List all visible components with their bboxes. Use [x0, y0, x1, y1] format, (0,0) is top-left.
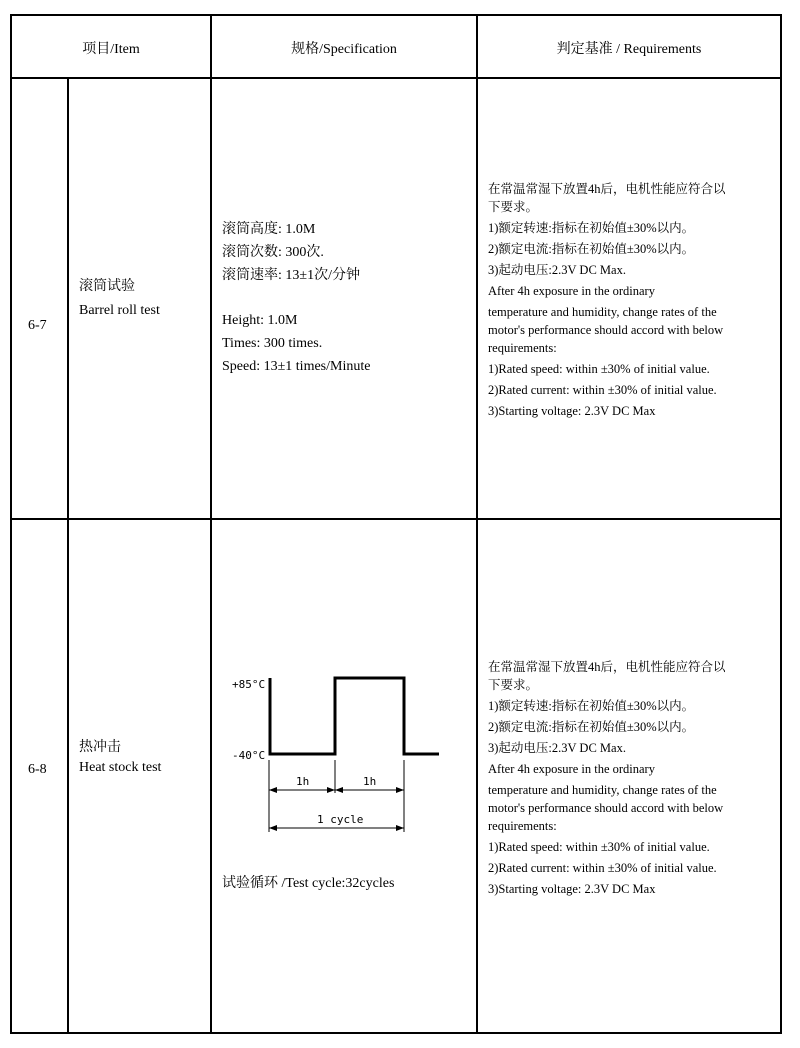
row-6-8-name-en: Heat stock test [79, 760, 162, 775]
table-border-bottom [10, 1032, 782, 1034]
spec-line: Speed: 13±1 times/Minute [222, 359, 371, 374]
spec-line: Times: 300 times. [222, 336, 323, 351]
diagram-arrowhead [335, 787, 343, 793]
req-line: 下要求。 [488, 678, 539, 692]
row-6-7-name-en: Barrel roll test [79, 303, 160, 318]
req-line: 3)起动电压:2.3V DC Max. [488, 263, 626, 277]
req-line: 3)起动电压:2.3V DC Max. [488, 741, 626, 755]
req-line: 1)额定转速:指标在初始值±30%以内。 [488, 221, 695, 235]
header-item: 项目/Item [82, 42, 140, 57]
req-line: 2)Rated current: within ±30% of initial value. [488, 861, 717, 875]
table-border-top [10, 14, 782, 16]
req-line: 下要求。 [488, 200, 539, 214]
thermal-cycle-diagram [222, 665, 452, 840]
req-line: motor's performance should accord with below [488, 323, 724, 337]
req-line: temperature and humidity, change rates of the [488, 783, 717, 797]
row-6-7-requirements [488, 180, 726, 420]
req-line: 在常温常湿下放置4h后，电机性能应符合以 [488, 182, 726, 196]
row-6-8-requirements [488, 658, 726, 898]
diagram-arrowhead [396, 825, 404, 831]
diagram-segment-label: 1h [296, 775, 310, 788]
header-specification: 规格/Specification [291, 42, 397, 57]
spec-line: 滚筒次数: 300次. [222, 245, 324, 260]
diagram-arrowhead [269, 825, 277, 831]
req-line: 2)额定电流:指标在初始值±30%以内。 [488, 720, 695, 734]
req-line: temperature and humidity, change rates of the [488, 305, 717, 319]
row-6-7-name [79, 277, 160, 321]
header-requirements: 判定基准 / Requirements [556, 42, 702, 57]
row-6-8-name [79, 738, 161, 778]
req-line: 3)Starting voltage: 2.3V DC Max [488, 404, 656, 418]
req-line: 在常温常湿下放置4h后，电机性能应符合以 [488, 660, 726, 674]
req-line: 1)Rated speed: within ±30% of initial value. [488, 840, 710, 854]
diagram-square-wave [270, 678, 439, 754]
spec-line: 滚筒高度: 1.0M [222, 222, 316, 237]
diagram-segment-label: 1h [363, 775, 377, 788]
req-line: After 4h exposure in the ordinary [488, 762, 655, 776]
diagram-arrowhead [396, 787, 404, 793]
row-6-8-name-cn: 热冲击 [79, 740, 121, 755]
req-line: 1)额定转速:指标在初始值±30%以内。 [488, 699, 695, 713]
diagram-arrowhead [327, 787, 335, 793]
header-divider [10, 77, 782, 79]
req-line: 1)Rated speed: within ±30% of initial value. [488, 362, 710, 376]
diagram-high-temp-label: +85°C [232, 678, 266, 691]
req-line: motor's performance should accord with below [488, 801, 724, 815]
spec-req-divider [476, 14, 478, 1034]
row-6-8-number: 6-8 [28, 762, 47, 777]
spec-line: 滚筒速率: 13±1次/分钟 [222, 268, 360, 283]
row-6-7-number: 6-7 [28, 318, 47, 333]
table-border-right [780, 14, 782, 1034]
row-divider [10, 518, 782, 520]
req-line: 3)Starting voltage: 2.3V DC Max [488, 882, 656, 896]
diagram-cycle-label: 1 cycle [317, 813, 364, 826]
row-6-7-name-cn: 滚筒试验 [79, 279, 135, 294]
row-6-8-test-cycle: 试验循环 /Test cycle:32cycles [222, 876, 395, 891]
item-number-divider [67, 78, 69, 1034]
table-border-left [10, 14, 12, 1034]
row-6-7-spec [222, 218, 370, 378]
req-line: requirements: [488, 341, 557, 355]
req-line: 2)Rated current: within ±30% of initial value. [488, 383, 717, 397]
item-spec-divider [210, 14, 212, 1034]
diagram-low-temp-label: -40°C [232, 749, 266, 762]
req-line: After 4h exposure in the ordinary [488, 284, 655, 298]
req-line: 2)额定电流:指标在初始值±30%以内。 [488, 242, 695, 256]
spec-line: Height: 1.0M [222, 313, 298, 328]
diagram-arrowhead [269, 787, 277, 793]
req-line: requirements: [488, 819, 557, 833]
